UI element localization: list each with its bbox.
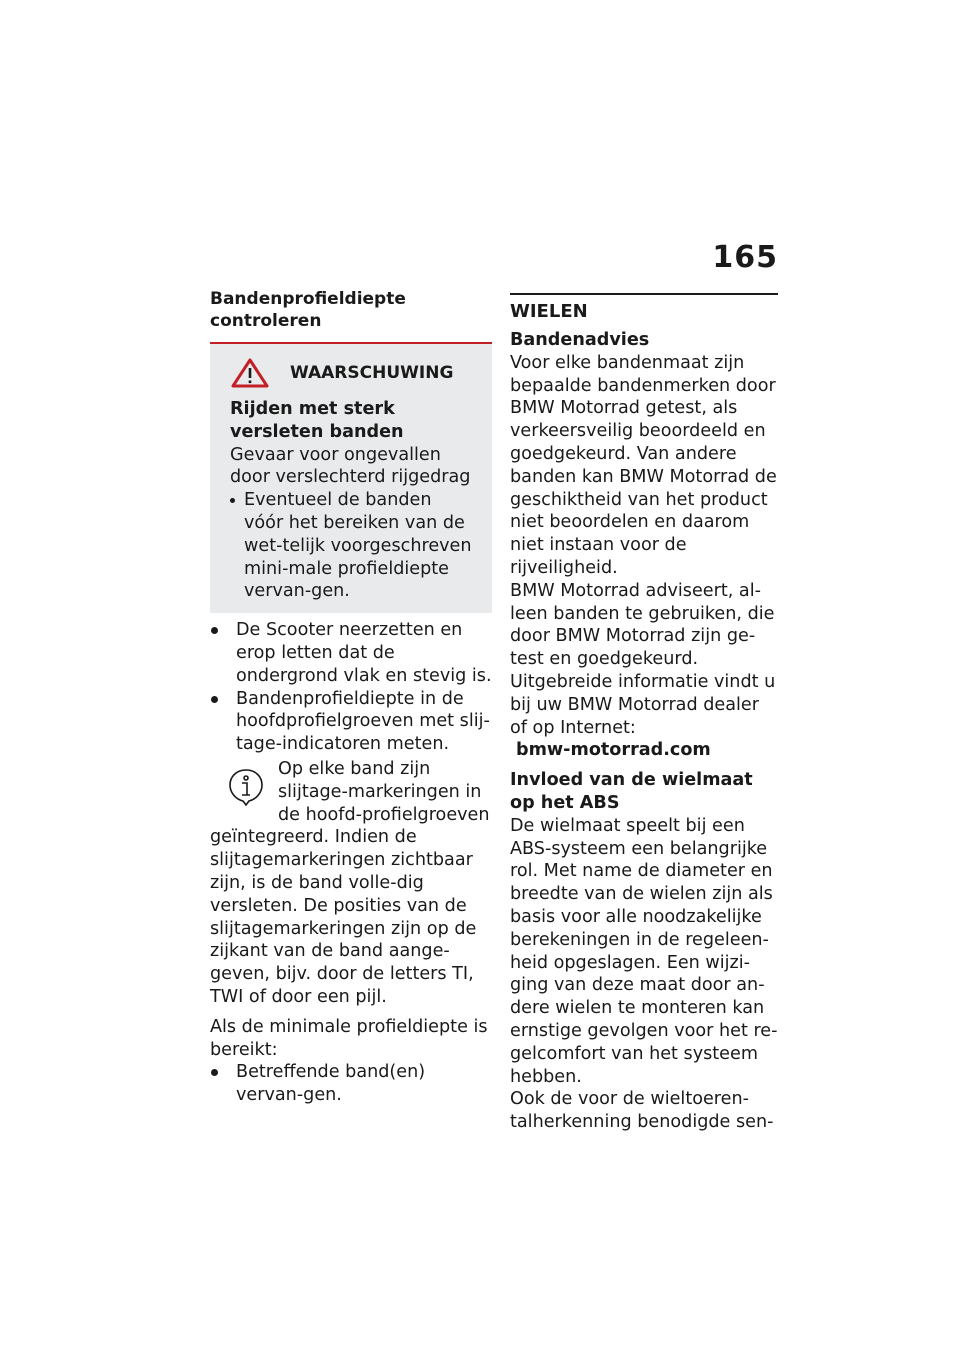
chapter-divider — [510, 293, 778, 295]
website-link[interactable]: bmw-motorrad.com — [516, 740, 711, 761]
left-column — [210, 288, 492, 1107]
info-text: Op elke band zijn slijtage-markeringen in de hoofd-profielgroeven geïntegreerd. Indien de slijtagemarkeringen zichtbaar zijn, is de band volle-dig versleten. De posities van de slijtagemarkeringen zijn op de zijkant van de band aange-geven, bijv. door de letters TI, TWI of door een pijl. — [210, 758, 490, 1007]
page-number: 165 — [712, 240, 778, 275]
section-title: Bandenprofieldiepte controleren — [210, 289, 406, 331]
advice-paragraph: BMW Motorrad adviseert, al-leen banden te gebruiken, die door BMW Motorrad zijn ge-test en goedgekeurd. — [510, 580, 775, 670]
replace-list — [210, 1061, 492, 1107]
abs-paragraph: Ook de voor de wieltoeren-talherkenning benodigde sen- — [510, 1089, 774, 1133]
min-depth-text: Als de minimale profieldiepte is bereikt: — [210, 1016, 488, 1060]
warning-box — [210, 344, 492, 613]
warning-label: WAARSCHUWING — [290, 363, 454, 383]
warning-body: Gevaar voor ongevallen door verslechterd rijgedrag — [230, 444, 471, 488]
warning-triangle-icon — [230, 358, 270, 388]
warning-title: Rijden met sterk versleten banden — [230, 399, 404, 442]
warning-header — [230, 358, 472, 388]
right-column — [510, 288, 778, 1134]
replace-step: Betreffende band(en) vervan-gen. — [210, 1061, 492, 1107]
abs-paragraph: De wielmaat speelt bij een ABS-systeem een belangrijke rol. Met name de diameter en breedte van de wielen zijn als basis voor alle noodzakelijke berekeningen in de regeleen-heid opgeslagen. Een wijzi-ging van deze maat door an-dere wielen te monteren kan ernstige gevolgen voor het re-gelcomfort van het systeem hebben. — [510, 815, 778, 1087]
procedure-list — [210, 619, 492, 756]
procedure-step: Bandenprofieldiepte in de hoofdprofielgroeven met slij-tage-indicatoren meten. — [210, 688, 492, 756]
warning-list-item: Eventueel de banden vóór het bereiken van de wet-telijk voorgeschreven mini-male profieldiepte vervan-gen. — [230, 489, 472, 603]
warning-list — [230, 489, 472, 603]
abs-heading: Invloed van de wielmaat op het ABS — [510, 770, 753, 813]
advice-paragraph: Uitgebreide informatie vindt u bij uw BMW Motorrad dealer of op Internet: — [510, 671, 776, 738]
advice-paragraph: Voor elke bandenmaat zijn bepaalde bandenmerken door BMW Motorrad getest, als verkeersveilig beoordeeld en goedgekeurd. Van andere banden kan BMW Motorrad de geschiktheid van het product niet beoordelen en daarom niet instaan voor de rijveiligheid. — [510, 352, 777, 578]
procedure-step: De Scooter neerzetten en erop letten dat de ondergrond vlak en stevig is. — [210, 619, 492, 687]
info-icon — [226, 766, 266, 806]
chapter-title: WIELEN — [510, 301, 588, 322]
info-block — [210, 758, 492, 1009]
advice-heading: Bandenadvies — [510, 330, 650, 350]
